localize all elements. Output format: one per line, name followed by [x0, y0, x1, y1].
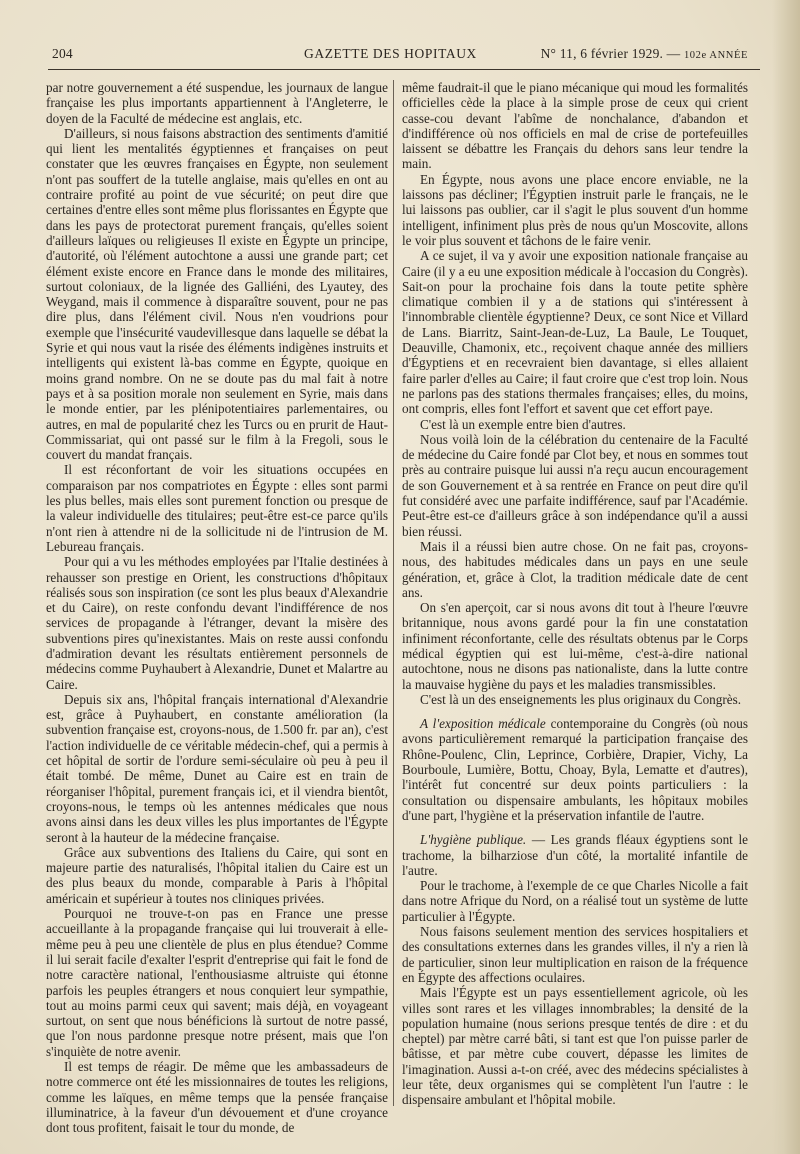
paragraph: A ce sujet, il va y avoir une exposition nationale française au Caire (il y a eu une exposition médicale à l'occasion du Congrès). Sait-on pour la prochaine fois dans la toute petite sphère climatique combien il y a de stations qui s'intéressent à l'innombrable clientèle égyptienne? Deux, ce sont Nice et Villard de Lans. Biarritz, Saint-Jean-de-Luz, La Baule, Le Touquet, Deauville, Chamonix, etc., reçoivent chaque année des milliers d'Égyptiens et en recevraient bien davantage, si elles allaient faire parler d'elles au Caire; il faut croire que c'est trop loin. Nous ne parlons pas des stations thermales françaises; elles, du moins, ont compris, elles font l'effort et savent que cet effort paye. — [402, 248, 748, 417]
paragraph: Grâce aux subventions des Italiens du Caire, qui sont en majeure partie des naturalisés, l'hôpital italien du Caire est un des plus beaux du monde, comparable à Paris à l'hôpital américain et supérieur à toutes nos cliniques privées. — [46, 844, 388, 906]
column-divider — [393, 80, 394, 1106]
page-number: 204 — [52, 46, 73, 61]
paragraph: Nous voilà loin de la célébration du centenaire de la Faculté de médecine du Caire fondé par Clot bey, et nous en sommes tout près au contraire puisque lui aussi n'a reçu aucun encouragement de son Gouvernement et à sa rentrée en France on peut dire qu'il fut considéré avec une parfaite indifférence, sauf par l'Académie. Peut-être est-ce d'ailleurs grâce à son indépendance qu'il a aussi bien réussi. — [402, 431, 748, 539]
paragraph: Il est temps de réagir. De même que les ambassadeurs de notre commerce ont été les missionnaires de toutes les religions, comme les laïques, en même temps que la pensée française illuminatrice, à la faveur d'un dévouement et d'une croyance dont tous profitent, faisait le tour du monde, de — [46, 1059, 388, 1136]
paragraph: On s'en aperçoit, car si nous avons dit tout à l'heure l'œuvre britannique, nous avons gardé pour la fin une constatation infiniment réconfortante, celle des résultats obtenus par le Corps médical égyptien qui est lui-même, c'est-à-dire national autochtone, nous ne disons pas nationaliste, dans la lutte contre la mauvaise hygiène du pays et les maladies transmissibles. — [402, 600, 748, 692]
paragraph: par notre gouvernement a été suspendue, les journaux de langue française les plus importants appartiennent à l'Angleterre, le doyen de la Faculté de médecine est anglais, etc. — [46, 80, 388, 126]
paragraph-hygiene — [402, 832, 748, 878]
paragraph-text: — Les grands fléaux égyptiens sont le trachome, la bilharziose d'un côté, la mortalité infantile de l'autre. — [402, 832, 748, 878]
paragraph: Nous faisons seulement mention des services hospitaliers et des consultations externes dans les grandes villes, il n'y a rien là de particulier, sinon leur multiplication en raison de la fréquence en Égypte des affections oculaires. — [402, 924, 748, 985]
issue-info — [541, 46, 748, 62]
issue-date: N° 11, 6 février 1929. — — [540, 46, 681, 61]
paragraph: Pourquoi ne trouve-t-on pas en France une presse accueillante à la propagande française qui lui trouverait à elle-même peu à peu une clientèle de plus en plus étendue? Comme il lui serait facile d'exalter l'esprit d'entreprise qui fait le fond de notre caractère national, l'enthousiasme altruiste qui étonne parfois les peuples étrangers et nous conquiert leur sympathie, tout au moins parmi ceux qui savent; mais déjà, en voyageant surtout, on sent que nous bénéficions là surtout de notre passé, que l'on nous pardonne presque notre présent, mais que l'on s'inquiète de notre avenir. — [46, 906, 388, 1059]
italic-lead: A l'exposition médicale — [420, 716, 546, 732]
paragraph: Mais l'Égypte est un pays essentiellement agricole, où les villes sont rares et les villages innombrables; la densité de la population humaine (nous serions presque tentés de dire : et du cheptel) par mètre carré bâti, si tant est que l'on puisse parler de bâtisse, et par mètre cube couvert, dépasse les limites de l'imagination. Aussi a-t-on créé, avec des médecins spécialistes à leur tête, deux organismes qui se complètent l'un l'autre : le dispensaire ambulant et l'hôpital mobile. — [402, 985, 748, 1108]
page-edge-shadow — [772, 0, 800, 1154]
paragraph: C'est là un exemple entre bien d'autres. — [420, 416, 626, 432]
right-column — [402, 80, 748, 1110]
paragraph: Il est réconfortant de voir les situations occupées en comparaison par nos compatriotes en Égypte : elles sont parmi les plus belles, mais elles sont purement fonction ou presque de la valeur individuelle des titulaires; peut-être est-ce parce qu'ils n'ont rien à attendre ni de la sollicitude ni de l'intrusion de M. Lebureau français. — [46, 462, 388, 554]
paragraph: Pour qui a vu les méthodes employées par l'Italie destinées à rehausser son prestige en Orient, les constructions d'hôpitaux réalisés sous son inspiration (ce sont les plus beaux d'Alexandrie et du Caire), on reste confondu devant l'indifférence de nos services de propagande à l'étranger, devant la misère des subventions pires qu'inexistantes. Mais on reste aussi confondu d'admiration devant les résultats entièrement personnels de médecins comme Puyhaubert à Alexandrie, Dunet et Malartre au Caire. — [46, 554, 388, 692]
paragraph: Mais il a réussi bien autre chose. On ne fait pas, croyons-nous, des habitudes médicales dans un pays en une seule génération, et, grâce à Clot, la tradition médicale date de cent ans. — [402, 538, 748, 600]
paragraph-exposition — [402, 716, 748, 823]
paragraph: C'est là un des enseignements les plus originaux du Congrès. — [420, 691, 742, 707]
paragraph: Pour le trachome, à l'exemple de ce que Charles Nicolle a fait dans notre Afrique du Nord, on a réalisé tout un système de lutte particulier à l'Égypte. — [402, 878, 748, 924]
paragraph: En Égypte, nous avons une place encore enviable, ne la laissons pas décliner; l'Égyptien instruit parle le français, ne le lui laissons pas oublier, car il s'agit le plus souvent d'un homme intelligent, infiniment plus près de nous qu'un Moscovite, allons le voir plus souvent et tâchons de le faire venir. — [402, 171, 748, 248]
paragraph: Depuis six ans, l'hôpital français international d'Alexandrie est, grâce à Puyhaubert, en constante amélioration (la subvention française est, croyons-nous, de 1.500 fr. par an), c'est l'action individuelle de ce véritable médecin-chef, qui a permis à cet hôpital de sortir de l'ordure semi-séculaire où peu à peu il était tombé. De même, Dunet au Caire est en train de réorganiser l'hôpital, purement français ici, et il viendra bientôt, croyons-nous, le temps où les antennes médicales que nous avons ainsi dans les deux villes les plus importantes de l'Égypte seront à la hauteur de la médecine française. — [46, 691, 388, 845]
header-rule — [48, 69, 760, 70]
italic-lead: L'hygiène publique. — [420, 832, 527, 848]
journal-title: GAZETTE DES HOPITAUX — [304, 46, 477, 61]
paragraph-text: contemporaine du Congrès (où nous avons particulièrement remarqué la participation française des Rhône-Poulenc, Clin, Leprince, Corbière, Drapier, Vichy, La Bourboule, Lumière, Bottu, Choay, Byla, Lematte et d'autres), l'intérêt fut concentré sur deux points particuliers : la consultation ou dispensaire ambulants, les hôpitaux mobiles d'une part, l'hygiène et la préservation infantile de l'autre. — [402, 716, 748, 823]
page-header — [52, 46, 752, 64]
left-column — [46, 80, 388, 1136]
paragraph: même faudrait-il que le piano mécanique qui moud les formalités officielles cède la place à la simple prose de ceux qui crient casse-cou devant l'abîme de nonchalance, d'abandon et d'indifférence où nos officiels en mal de crise de portefeuilles laissent se débattre les Français du dehors sans leur tendre la main. — [402, 80, 748, 172]
issue-year: 102e ANNÉE — [683, 50, 748, 61]
paragraph: D'ailleurs, si nous faisons abstraction des sentiments d'amitié qui lient les mentalités égyptiennes et françaises on peut constater que les œuvres françaises en Égypte, non seulement n'ont pas souffert de la tutelle anglaise, mais qu'elles en ont au contraire profité au point de vue sécurité; on peut dire que certaines d'entre elles sont même plus florissantes en Égypte que dans les pays de protectorat purement français, qu'elles soient d'ailleurs laïques ou religieuses Il existe en Égypte un principe, d'autorité, où l'élément autochtone a aussi une grande part; cet élément existe encore en France dans le monde des militaires, surtout coloniaux, de la lignée des Galliéni, des Lyautey, des Weygand, mais il commence à disparaître souvent, pour ne pas dire plus, dans l'élément civil. Nous n'en voudrions pour exemple que l'insécurité vaudevillesque dans laquelle se débat la Syrie et qui nous vaut la risée des éléments indigènes instruits et intelligents qui existent là-bas comme en Égypte, quoique en moins grand nombre. On ne se doute pas du mal fait à notre pays et à sa position morale non seulement en Syrie, mais dans le monde entier, par les plénipotentiaires parlementaires, ou autres, en mal de popularité chez les Turcs ou en prurit de Haut-Commissariat, qui ont passé sur le film à la Fregoli, sous le couvert du mandat français. — [46, 125, 388, 463]
